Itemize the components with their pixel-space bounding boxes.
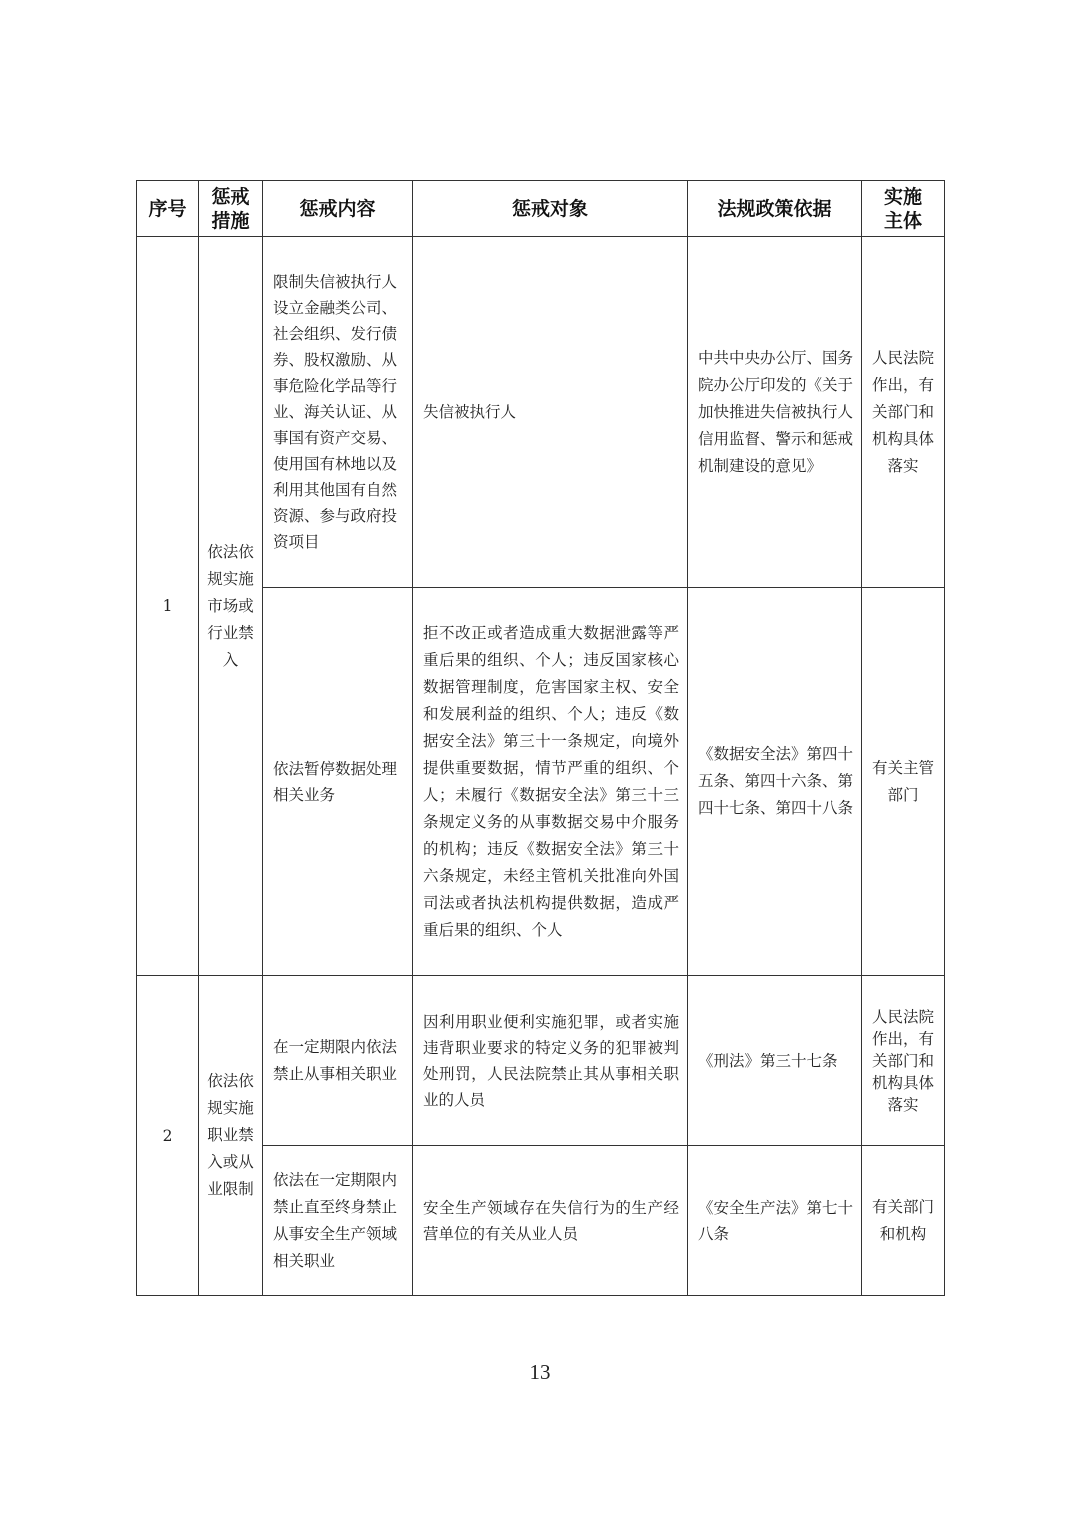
row-content: 在一定期限内依法禁止从事相关职业 <box>263 976 413 1146</box>
header-content: 惩戒内容 <box>263 181 413 237</box>
row-seq: 2 <box>137 976 199 1296</box>
row-subject: 人民法院作出，有关部门和机构具体落实 <box>862 976 945 1146</box>
row-measure: 依法依规实施职业禁入或从业限制 <box>199 976 263 1296</box>
header-basis: 法规政策依据 <box>688 181 862 237</box>
header-subject: 实施主体 <box>862 181 945 237</box>
row-target: 拒不改正或者造成重大数据泄露等严重后果的组织、个人；违反国家核心数据管理制度，危害国家主权、安全和发展利益的组织、个人；违反《数据安全法》第三十一条规定，向境外提供重要数据，情节严重的组织、个人；未履行《数据安全法》第三十三条规定义务的从事数据交易中介服务的机构；违反《数据安全法》第三十六条规定，未经主管机关批准向外国司法或者执法机构提供数据，造成严重后果的组织、个人 <box>413 588 688 976</box>
header-seq: 序号 <box>137 181 199 237</box>
row-basis: 《安全生产法》第七十八条 <box>688 1146 862 1296</box>
header-target: 惩戒对象 <box>413 181 688 237</box>
row-target: 失信被执行人 <box>413 237 688 588</box>
header-measure: 惩戒措施 <box>199 181 263 237</box>
row-seq: 1 <box>137 237 199 976</box>
row-basis: 中共中央办公厅、国务院办公厅印发的《关于加快推进失信被执行人信用监督、警示和惩戒机制建设的意见》 <box>688 237 862 588</box>
row-subject: 有关主管部门 <box>862 588 945 976</box>
row-subject: 有关部门和机构 <box>862 1146 945 1296</box>
row-content: 限制失信被执行人设立金融类公司、社会组织、发行债券、股权激励、从事危险化学品等行业、海关认证、从事国有资产交易、使用国有林地以及利用其他国有自然资源、参与政府投资项目 <box>263 237 413 588</box>
table-row <box>137 237 945 588</box>
row-target: 因利用职业便利实施犯罪，或者实施违背职业要求的特定义务的犯罪被判处刑罚，人民法院禁止其从事相关职业的人员 <box>413 976 688 1146</box>
page-number: 13 <box>529 1360 551 1384</box>
row-subject: 人民法院作出，有关部门和机构具体落实 <box>862 237 945 588</box>
row-basis: 《数据安全法》第四十五条、第四十六条、第四十七条、第四十八条 <box>688 588 862 976</box>
table-row <box>137 976 945 1146</box>
row-measure: 依法依规实施市场或行业禁入 <box>199 237 263 976</box>
row-basis: 《刑法》第三十七条 <box>688 976 862 1146</box>
row-content: 依法在一定期限内禁止直至终身禁止从事安全生产领域相关职业 <box>263 1146 413 1296</box>
row-target: 安全生产领域存在失信行为的生产经营单位的有关从业人员 <box>413 1146 688 1296</box>
row-content: 依法暂停数据处理相关业务 <box>263 588 413 976</box>
punishment-table <box>136 180 945 1296</box>
table-header-row <box>137 181 945 237</box>
